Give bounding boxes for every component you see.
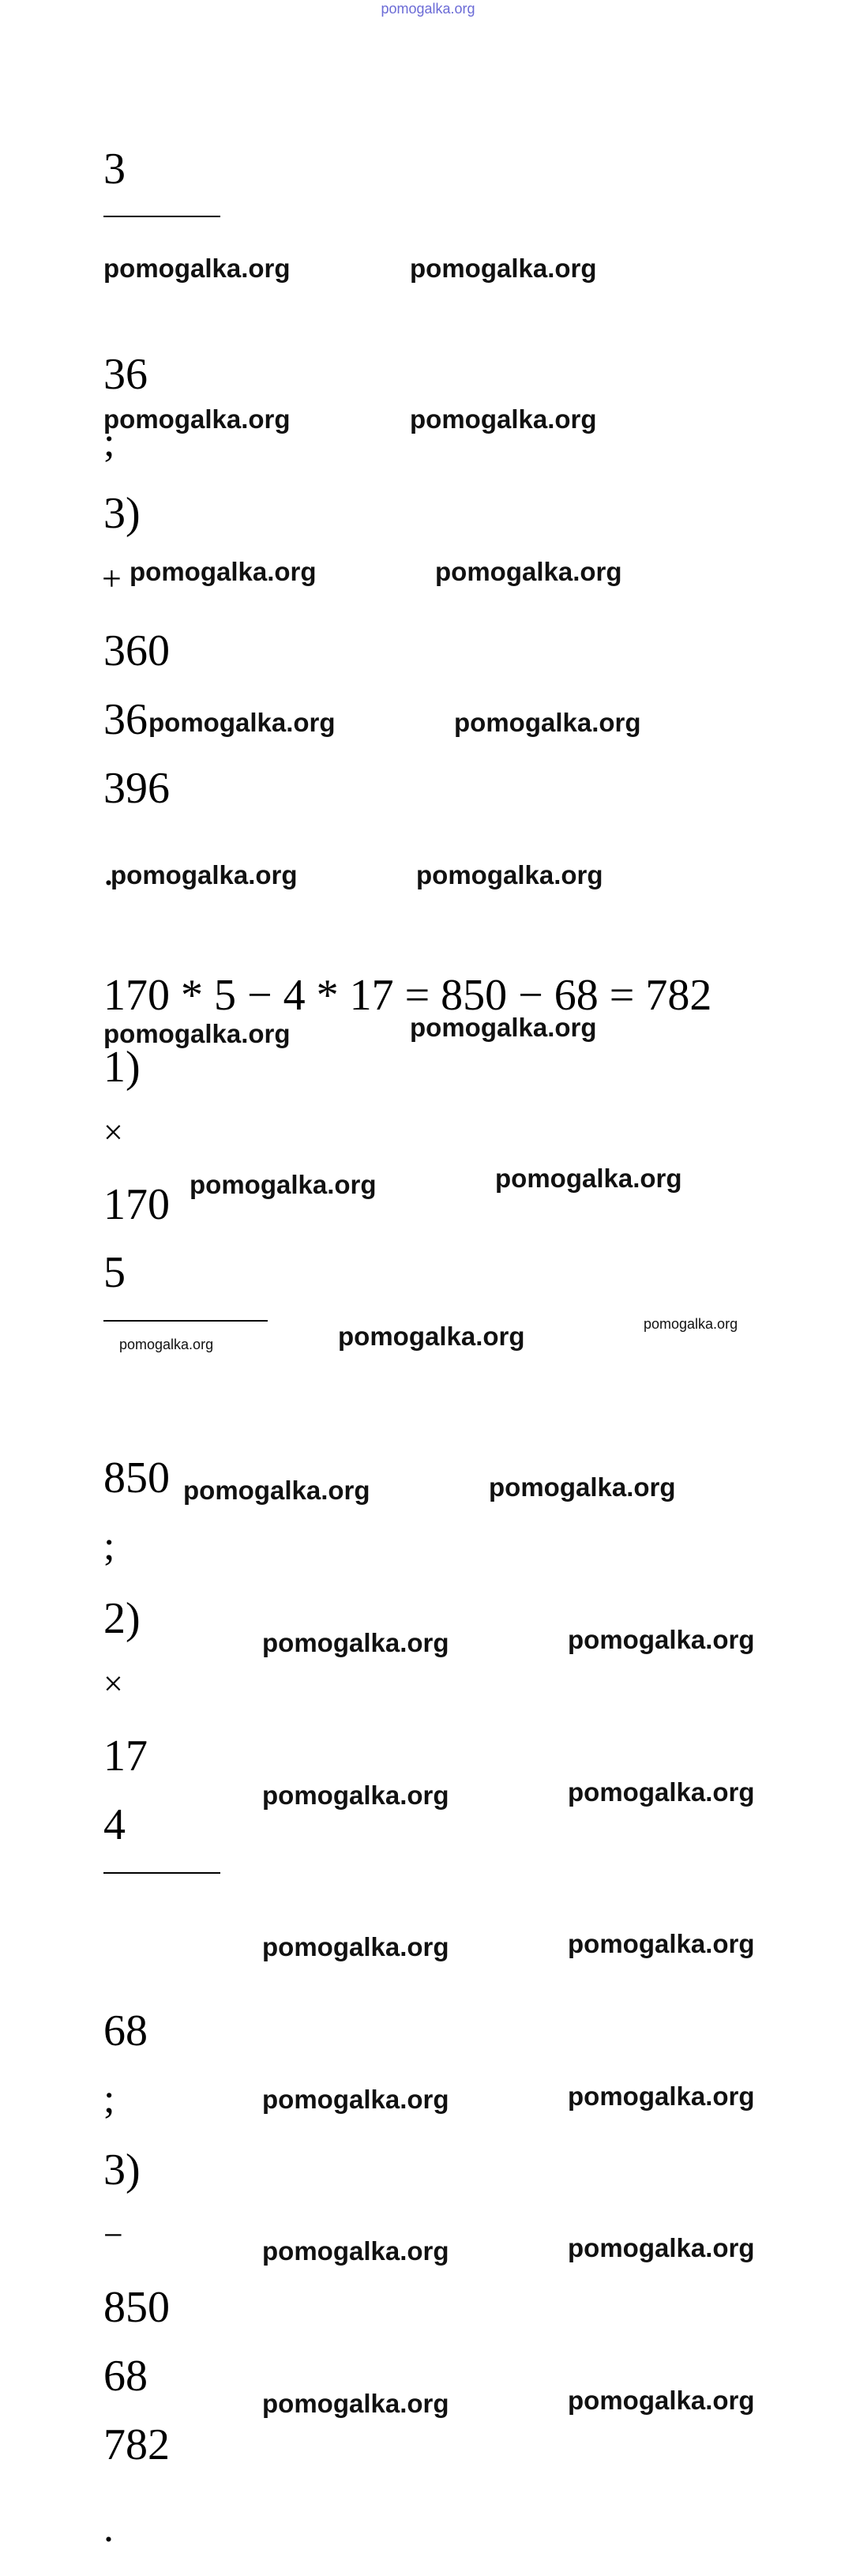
part1-semicolon: ; [103,420,115,465]
step3-subtrahend: 68 [103,2352,148,2401]
part1-rule [103,216,220,217]
step1-rule [103,1320,268,1322]
watermark: pomogalka.org [262,2085,449,2114]
part1-product: 36 [103,350,148,399]
part1-period: . [103,849,114,894]
step2-result: 68 [103,2006,148,2055]
watermark: pomogalka.org [262,1628,449,1657]
step3-result: 782 [103,2420,170,2469]
watermark: pomogalka.org [262,1781,449,1810]
watermark: pomogalka.org [495,1164,682,1193]
part1-addend-2: 36 [103,695,148,744]
watermark: pomogalka.org [568,2386,755,2415]
part1-top-value: 3 [103,145,126,194]
step3-minus-operator: − [103,2216,123,2254]
part1-step3-label: 3) [103,489,141,538]
watermark: pomogalka.org [568,1625,755,1654]
watermark: pomogalka.org [262,2389,449,2418]
watermark: pomogalka.org [568,1777,755,1807]
watermark: pomogalka.org [183,1476,370,1505]
watermark: pomogalka.org [410,1013,597,1042]
watermark: pomogalka.org [190,1170,377,1199]
watermark: pomogalka.org [410,254,597,283]
part1-sum: 396 [103,764,170,813]
step3-minuend: 850 [103,2283,170,2332]
watermark: pomogalka.org [489,1472,676,1502]
watermark: pomogalka.org [148,708,336,737]
watermark: pomogalka.org [119,1337,214,1352]
step3-period: . [103,2506,114,2551]
watermark: pomogalka.org [416,860,603,889]
step1-semicolon: ; [103,1524,115,1569]
watermark: pomogalka.org [568,2081,755,2111]
watermark: pomogalka.org [410,404,597,434]
part1-plus-operator: + [102,559,122,598]
step3-label: 3) [103,2145,141,2194]
step1-factor-1: 170 [103,1180,170,1229]
step2-rule [103,1872,220,1874]
watermark: pomogalka.org [435,557,622,586]
watermark: pomogalka.org [454,708,641,737]
watermark: pomogalka.org [262,1932,449,1961]
watermark: pomogalka.org [568,2233,755,2262]
step1-result: 850 [103,1453,170,1502]
watermark: pomogalka.org [644,1316,738,1332]
step1-label: 1) [103,1043,141,1092]
main-equation: 170 * 5 − 4 * 17 = 850 − 68 = 782 [103,971,712,1020]
part1-addend-1: 360 [103,626,170,675]
watermark: pomogalka.org [130,557,317,586]
watermark: pomogalka.org [103,254,291,283]
watermark: pomogalka.org [262,2236,449,2266]
step1-factor-2: 5 [103,1248,126,1297]
site-header-link[interactable]: pomogalka.org [381,1,475,17]
watermark: pomogalka.org [568,1929,755,1958]
step2-label: 2) [103,1594,141,1643]
watermark: pomogalka.org [111,860,298,889]
watermark: pomogalka.org [103,1019,291,1048]
watermark: pomogalka.org [103,404,291,434]
step2-times-operator: × [103,1664,123,1703]
step2-factor-1: 17 [103,1732,148,1781]
step1-times-operator: × [103,1113,123,1152]
watermark: pomogalka.org [338,1322,525,1351]
step2-factor-2: 4 [103,1800,126,1849]
step2-semicolon: ; [103,2077,115,2122]
